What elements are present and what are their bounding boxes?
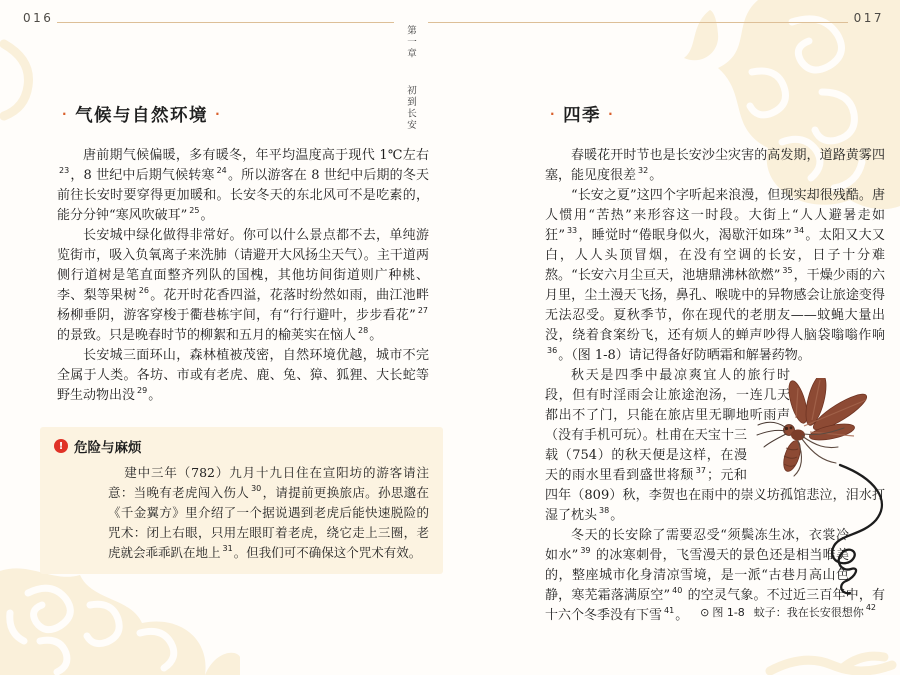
heading-dot-icon: ·	[608, 107, 615, 121]
footnote-ref: 38	[599, 505, 610, 515]
footnote-ref: 39	[580, 545, 591, 555]
footnote-ref: 31	[222, 543, 233, 553]
chapter-title: 第一章	[405, 25, 416, 60]
footnote-ref: 42	[865, 603, 876, 613]
heading-dot-icon: ·	[215, 107, 222, 121]
paragraph: 长安城中绿化做得非常好。你可以什么景点都不去，单纯游览街市，吸入负氧离子来洗肺（请避开大风扬尘天气）。主干道两侧行道树是笔直面整齐列队的国槐，其他坊间街道则广种桃、李、梨等果树 $^{26}$。花开时花香四溢，花落时纷然如雨，曲江池畔杨柳垂阴，游客穿梭于衢巷栋宇间，有“行行避叶，步步看花” $^{27}$ 的景致。只是晚春时节的柳絮和五月的榆荚实在恼人 $^{28}$。	[57, 228, 429, 343]
alert-icon: !	[54, 439, 68, 453]
footnote-ref: 23	[59, 165, 70, 175]
footnote-ref: 35	[782, 265, 793, 275]
footnote-ref: 41	[664, 605, 675, 615]
footnote-ref: 24	[216, 165, 227, 175]
callout-title: 危险与麻烦	[74, 440, 142, 456]
floral-ornament-bottom-right	[760, 627, 900, 675]
callout-header	[54, 436, 429, 456]
callout-body: 建中三年（782）九月十九日住在宣阳坊的游客请注意：当晚有老虎闯入伤人 $^{30}$，请提前更换旅店。孙思邈在《千金翼方》里介绍了一个据说遇到老虎后能快速脱险的咒术：闭上右眼，只用左眼盯着老虎，绕它走上三圈，老虎就会乖乖趴在地上 $^{31}$。但我们可不确保这个咒术有效。	[108, 465, 429, 560]
mosquito-illustration	[752, 378, 900, 618]
section-heading-climate	[55, 102, 429, 127]
left-page-column	[57, 102, 429, 406]
paragraph: 春暖花开时节也是长安沙尘灾害的高发期，道路黄雾四塞，能见度很差 $^{32}$。	[545, 148, 885, 183]
footnote-ref: 34	[793, 225, 805, 235]
section-heading-seasons	[543, 102, 885, 127]
chapter-section-title: 初到长安	[405, 84, 416, 131]
floral-ornament-top-left	[0, 38, 52, 122]
footnote-ref: 28	[358, 325, 369, 335]
footnote-ref: 30	[251, 483, 262, 493]
figure-caption-text: 蚊子：我在长安很想你	[753, 606, 864, 619]
chapter-marker	[403, 25, 417, 131]
paragraph: 唐前期气候偏暖，多有暖冬，年平均温度高于现代 1℃左右$^{23}$，8 世纪中后期气候转寒 $^{24}$。所以游客在 8 世纪中后期的冬天前往长安时要穿得更加暖和。长安冬天的东北风可不是吃素的，能分分钟“寒风吹破耳” $^{25}$。	[57, 148, 429, 223]
paragraph-text: 冬天的长安除了需要忍受“须鬓冻生冰，衣裳冷如水” $^{39}$ 的冰寒刺骨，飞雪漫天的景色还是相当唯美的，整座城市化身清凉雪境，是一派“古巷月高山色静，寒芜霜落满原空” $^{40}$ 的空灵气象。不过近三百年中，有十六个冬季没有下雪 $^{41}$。	[545, 528, 885, 623]
section-heading-text: 气候与自然环境	[75, 106, 209, 126]
page-number-right: 017	[853, 11, 884, 25]
paragraph-text: 秋天是四季中最凉爽宜人的旅行时段，但有时淫雨会让旅途泡汤，一连几天都出不了门，只能在旅店里无聊地听雨声（没有手机可玩）。杜甫在天宝十三载（754）的秋天便是这样，在漫天的雨水里看到盛世将颓 $^{37}$；元和四年（809）秋，李贺也在雨中的崇义坊孤馆悲泣，泪水打湿了枕头 $^{38}$。	[545, 368, 885, 523]
section-heading-text: 四季	[563, 106, 602, 126]
footnote-ref: 26	[138, 285, 149, 295]
callout-box-danger	[40, 427, 443, 574]
footnote-ref: 37	[695, 465, 706, 475]
heading-dot-icon: ·	[62, 107, 69, 121]
footnote-ref: 33	[566, 225, 578, 235]
footnote-ref: 40	[672, 585, 683, 595]
header-rule-left	[57, 22, 394, 23]
footnote-ref: 29	[137, 385, 148, 395]
figure-caption	[545, 604, 877, 620]
page-number-left: 016	[23, 11, 54, 25]
figure-marker-icon: ⊙	[700, 606, 710, 619]
figure-caption-label: 图 1-8	[712, 606, 745, 619]
header-rule-right	[428, 22, 848, 23]
footnote-ref: 25	[189, 205, 200, 215]
paragraph: 长安城三面环山，森林植被茂密，自然环境优越，城市不完全属于人类。各坊、市或有老虎、鹿、兔、獐、狐狸、大长蛇等野生动物出没 $^{29}$。	[57, 348, 429, 403]
heading-dot-icon: ·	[550, 107, 557, 121]
footnote-ref: 27	[417, 305, 428, 315]
paragraph: “长安之夏”这四个字听起来浪漫，但现实却很残酷。唐人惯用“苦热”来形容这一时段。大街上“人人避暑走如狂” $^{33}$，睡觉时“倦眠身似火，渴歇汗如珠” $^{34}$。太阳又大又白，人人头顶冒烟，在没有空调的长安，日子十分难熬。“长安六月尘亘天，池塘鼎沸林欲燃” $^{35}$，干燥少雨的六月里，尘土漫天飞扬，鼻孔、喉咙中的异物感会让旅途变得无法忍受。夏秋季节，你在现代的老朋友——蚊蝇大量出没，绕着食案纷飞，还有烦人的蝉声吵得人脑袋嗡嗡作响$^{36}$。（图 1-8）请记得备好防晒霜和解暑药物。	[545, 188, 885, 363]
footnote-ref: 32	[638, 165, 649, 175]
footnote-ref: 36	[547, 345, 558, 355]
